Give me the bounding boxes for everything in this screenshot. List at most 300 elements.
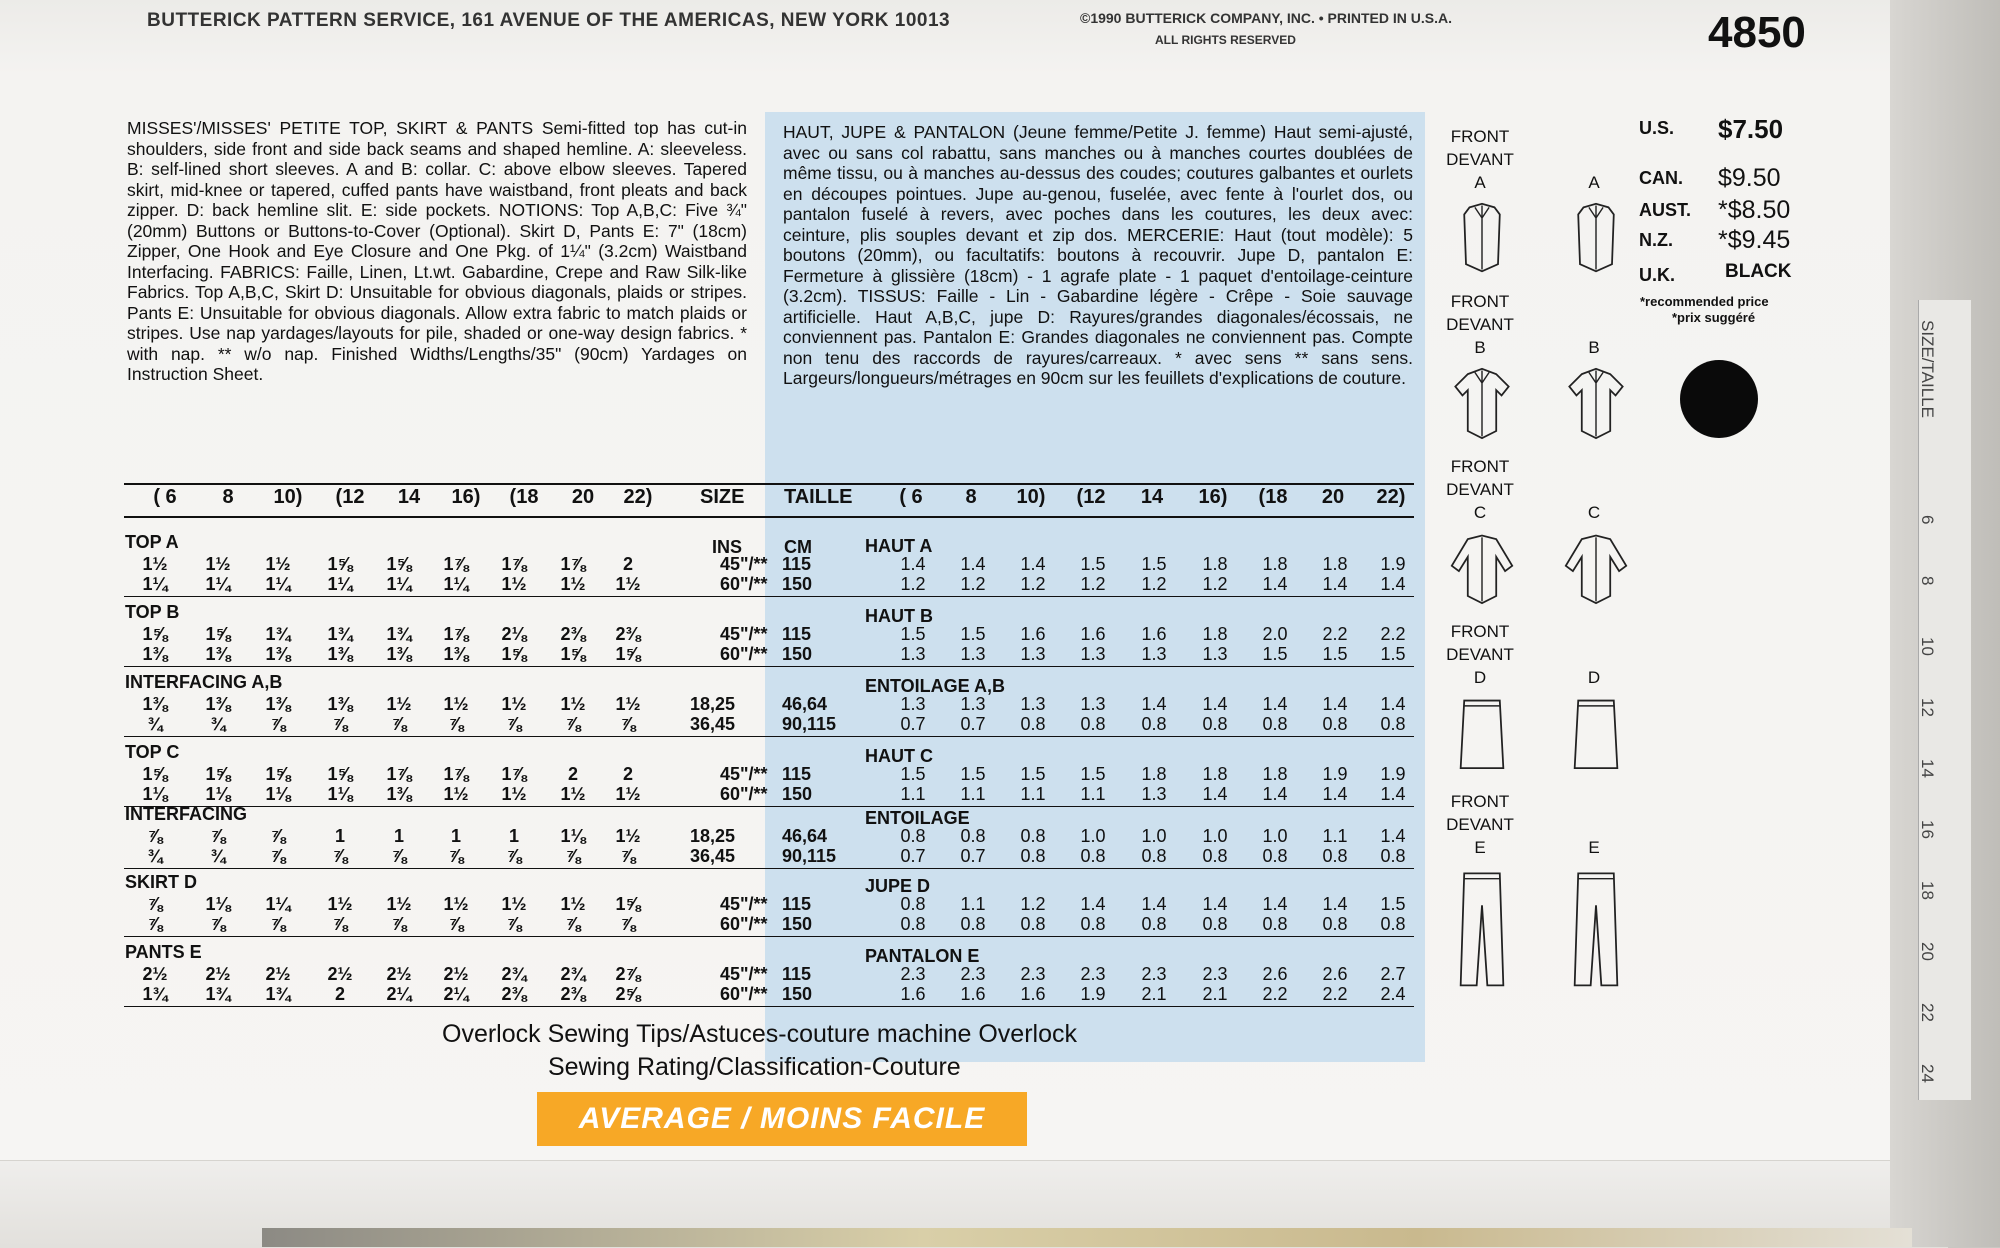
- row-rule: [124, 806, 1414, 807]
- metrage-cell: 2.3: [1141, 964, 1167, 984]
- fabric-width-cm: 150: [782, 644, 813, 664]
- yardage-cell: 1½: [443, 694, 469, 714]
- yardage-cell: ⅞: [270, 846, 286, 866]
- yardage-cell: 1⅝: [142, 624, 168, 644]
- fabric-width-cm: 46,64: [782, 694, 828, 714]
- metrage-cell: 0.8: [1202, 846, 1228, 866]
- yardage-cell: 1¾: [142, 984, 168, 1004]
- metrage-cell: 1.4: [960, 554, 986, 574]
- yardage-cell: 1⅜: [386, 784, 412, 804]
- yardage-cell: ⅞: [210, 826, 226, 846]
- size-strip-label: SIZE/TAILLE: [1918, 320, 1937, 418]
- yardage-cell: 1⅜: [205, 644, 231, 664]
- yardage-cell: ⅞: [620, 914, 636, 934]
- yardage-cell: 2½: [265, 964, 291, 984]
- metrage-cell: 1.4: [1262, 894, 1288, 914]
- sketch-devant-label: DEVANT: [1446, 480, 1514, 499]
- metrage-cell: 0.8: [1202, 714, 1228, 734]
- size-header: 8: [222, 486, 234, 508]
- sketch-front-label: FRONT: [1450, 792, 1510, 811]
- yardage-cell: ¾: [147, 846, 163, 866]
- yardage-cell: ⅞: [147, 894, 163, 914]
- metrage-cell: 1.0: [1202, 826, 1228, 846]
- metrage-cell: 2.0: [1262, 624, 1288, 644]
- metrage-cell: 0.8: [1141, 914, 1167, 934]
- metrage-cell: 1.6: [1020, 984, 1046, 1004]
- yardage-cell: 2¾: [560, 964, 586, 984]
- yardage-cell: 1⅝: [327, 764, 353, 784]
- size-label: SIZE: [700, 486, 745, 508]
- metrage-cell: 0.8: [1322, 846, 1348, 866]
- yardage-cell: 1½: [265, 554, 291, 574]
- row-label-en: TOP C: [125, 742, 180, 762]
- metrage-cell: 0.8: [1262, 714, 1288, 734]
- metrage-cell: 0.8: [1080, 914, 1106, 934]
- metrage-cell: 1.2: [1020, 574, 1046, 594]
- fabric-width-cm: 90,115: [782, 846, 837, 866]
- row-label-fr: ENTOILAGE: [865, 808, 970, 828]
- sketch-view-back: C: [1587, 503, 1601, 522]
- size-strip-size: 10: [1918, 637, 1937, 656]
- fabric-width-cm: 115: [782, 624, 812, 644]
- fabric-width-cm: 150: [782, 784, 813, 804]
- yardage-cell: 1½: [615, 826, 641, 846]
- sketch-front-d: [1450, 692, 1514, 787]
- yardage-cell: 1: [508, 826, 519, 846]
- yardage-cell: 1: [393, 826, 404, 846]
- row-rule: [124, 868, 1414, 869]
- yardage-cell: 1⅞: [501, 554, 527, 574]
- yardage-cell: 1¼: [142, 574, 168, 594]
- yardage-cell: 2½: [327, 964, 353, 984]
- metrage-cell: 1.1: [960, 784, 986, 804]
- yardage-cell: 1⅛: [142, 784, 168, 804]
- yardage-cell: 1: [450, 826, 461, 846]
- metrage-cell: 2.3: [900, 964, 926, 984]
- metrage-cell: 1.3: [1141, 644, 1167, 664]
- size-header: 16): [451, 486, 481, 508]
- row-label-en: TOP A: [125, 532, 179, 552]
- yardage-cell: 1⅞: [443, 624, 469, 644]
- size-header: 10): [273, 486, 303, 508]
- metrage-cell: 1.1: [1322, 826, 1348, 846]
- yardage-cell: ¾: [210, 714, 226, 734]
- metrage-cell: 1.8: [1262, 764, 1288, 784]
- yardage-cell: 2: [567, 764, 578, 784]
- yardage-cell: ⅞: [506, 714, 522, 734]
- metrage-cell: 1.5: [960, 624, 986, 644]
- yardage-cell: 1¼: [443, 574, 469, 594]
- metrage-cell: 1.4: [1380, 574, 1406, 594]
- metrage-cell: 1.4: [900, 554, 926, 574]
- metrage-cell: 1.3: [1080, 644, 1106, 664]
- yardage-cell: 1½: [205, 554, 231, 574]
- size-strip-size: 18: [1918, 881, 1937, 900]
- yardage-cell: ⅞: [448, 714, 464, 734]
- fabric-width-ins: 45"/**: [720, 764, 768, 784]
- metrage-cell: 0.8: [1020, 826, 1046, 846]
- fabric-width-cm: 115: [782, 554, 812, 574]
- yardage-cell: 1½: [560, 784, 586, 804]
- description-french: HAUT, JUPE & PANTALON (Jeune femme/Petite J. femme) Haut semi-ajusté, avec ou sans col rabattu, sans manches ou à manches courtes doublées de même tissu, ou à manches au-dessus des coudes; coutures galbantes et ourlets en découpes pointues. Jupe au-genou, fuselée, avec fente à l'ourlet dos, ou pantalon fuselé à revers, avec poches dans les coutures, les deux avec: ceinture, plis souples devant et zip dos. MERCERIE: Haut (tout modèle): 5 boutons (20mm), ou facultatifs: boutons à recouvrir. Jupe D, pantalon E: Fermeture à glissière (18cm) - 1 agrafe plate - 1 paquet d'entoilage-ceinture (3.2cm). TISSUS: Faille - Lin - Gabardine légère - Crêpe - Soie sauvage artificielle. Haut A,B,C, jupe D: Rayures/grandes diagonales/écossais, ne conviennent pas. Pantalon E: Grandes diagonales ne conviennent pas. Compte non tenu des raccords de rayures/carreaux. * avec sens ** sans sens. Largeurs/longueurs/métrages en 90cm sur les feuillets d'explications de couture.: [783, 122, 1413, 388]
- yardage-cell: 1⅝: [205, 764, 231, 784]
- fabric-width-ins: 60"/**: [720, 644, 768, 664]
- metrage-cell: 1.2: [1141, 574, 1167, 594]
- metrage-cell: 1.1: [900, 784, 926, 804]
- fabric-width-ins: 18,25: [690, 694, 736, 714]
- yardage-cell: 2⅜: [501, 984, 527, 1004]
- metrage-cell: 2.3: [960, 964, 986, 984]
- punch-hole: [1680, 360, 1758, 438]
- price-value: $9.50: [1718, 164, 1781, 192]
- yardage-cell: 1⅛: [560, 826, 586, 846]
- taille-header: 14: [1140, 486, 1164, 508]
- metrage-cell: 2.7: [1380, 964, 1406, 984]
- metrage-cell: 0.8: [1322, 714, 1348, 734]
- yardage-cell: 1¼: [265, 574, 291, 594]
- yardage-cell: 1½: [501, 694, 527, 714]
- yardage-cell: ⅞: [565, 846, 581, 866]
- metrage-cell: 1.2: [1080, 574, 1106, 594]
- metrage-cell: 1.6: [1020, 624, 1046, 644]
- sketch-back-c: [1564, 527, 1628, 622]
- sketch-view-back: A: [1588, 173, 1600, 192]
- sewing-rating: Sewing Rating/Classification-Couture: [548, 1053, 961, 1081]
- metrage-cell: 2.3: [1202, 964, 1228, 984]
- yardage-cell: 1⅜: [327, 644, 353, 664]
- metrage-cell: 1.4: [1380, 826, 1406, 846]
- metrage-cell: 1.0: [1080, 826, 1106, 846]
- yardage-cell: 1⅜: [205, 694, 231, 714]
- size-header: 20: [571, 486, 595, 508]
- size-strip-size: 20: [1918, 942, 1937, 961]
- metrage-cell: 1.4: [1202, 894, 1228, 914]
- metrage-cell: 1.4: [1202, 784, 1228, 804]
- yardage-cell: 2¼: [443, 984, 469, 1004]
- row-rule: [124, 666, 1414, 667]
- yardage-cell: ⅞: [270, 714, 286, 734]
- metrage-cell: 0.8: [1380, 846, 1406, 866]
- fabric-width-ins: 45"/**: [720, 554, 768, 574]
- yardage-cell: 1⅝: [560, 644, 586, 664]
- sketch-view-front: C: [1473, 503, 1487, 522]
- fabric-width-ins: 45"/**: [720, 624, 768, 644]
- sketch-view-front: A: [1474, 173, 1486, 192]
- yardage-cell: 2⅜: [560, 624, 586, 644]
- metrage-cell: 1.5: [1262, 644, 1288, 664]
- yardage-cell: 2½: [386, 964, 412, 984]
- yardage-cell: ¾: [147, 714, 163, 734]
- metrage-cell: 1.1: [960, 894, 986, 914]
- yardage-cell: 1⅜: [142, 694, 168, 714]
- metrage-cell: 2.2: [1380, 624, 1406, 644]
- sketch-front-c: [1450, 527, 1514, 622]
- row-label-en: SKIRT D: [125, 872, 197, 892]
- yardage-cell: 1¼: [386, 574, 412, 594]
- yardage-cell: 1⅛: [265, 784, 291, 804]
- price-label: U.K.: [1639, 265, 1675, 285]
- metrage-cell: 1.4: [1141, 894, 1167, 914]
- price-label: CAN.: [1639, 168, 1683, 188]
- row-label-en: INTERFACING A,B: [125, 672, 283, 692]
- yardage-cell: 1½: [615, 574, 641, 594]
- metrage-cell: 0.8: [900, 894, 926, 914]
- yardage-cell: 1½: [501, 894, 527, 914]
- sketch-view-front: D: [1473, 668, 1487, 687]
- metrage-cell: 1.5: [1380, 894, 1406, 914]
- fabric-width-cm: 90,115: [782, 714, 837, 734]
- pattern-number: 4850: [1708, 8, 1806, 57]
- size-header: (12: [335, 486, 365, 508]
- yardage-cell: ⅞: [147, 826, 163, 846]
- yardage-cell: ⅞: [565, 714, 581, 734]
- row-label-fr: HAUT C: [865, 746, 933, 766]
- yardage-cell: 1⅛: [205, 894, 231, 914]
- yardage-cell: 1¼: [265, 894, 291, 914]
- metrage-cell: 0.7: [960, 714, 986, 734]
- yardage-cell: ⅞: [565, 914, 581, 934]
- sketch-devant-label: DEVANT: [1446, 150, 1514, 169]
- yardage-cell: 1¾: [265, 624, 291, 644]
- yardage-cell: ⅞: [270, 826, 286, 846]
- sketch-back-b: [1564, 362, 1628, 457]
- metrage-cell: 0.8: [1141, 714, 1167, 734]
- price-note-fr: *prix suggéré: [1672, 310, 1756, 325]
- yardage-cell: ⅞: [620, 846, 636, 866]
- row-rule: [124, 736, 1414, 737]
- fabric-width-ins: 60"/**: [720, 784, 768, 804]
- yardage-cell: 1⅝: [205, 624, 231, 644]
- fabric-width-ins: 36,45: [690, 714, 736, 734]
- row-rule: [124, 1006, 1414, 1007]
- yardage-cell: ⅞: [332, 714, 348, 734]
- row-label-fr: JUPE D: [865, 876, 931, 896]
- fabric-width-cm: 150: [782, 914, 813, 934]
- metrage-cell: 1.9: [1080, 984, 1106, 1004]
- metrage-cell: 1.4: [1380, 784, 1406, 804]
- sketch-view-back: D: [1587, 668, 1601, 687]
- metrage-cell: 0.8: [1322, 914, 1348, 934]
- metrage-cell: 1.3: [1141, 784, 1167, 804]
- price-label: U.S.: [1639, 118, 1675, 138]
- metrage-cell: 1.4: [1322, 894, 1348, 914]
- yardage-cell: 1½: [501, 574, 527, 594]
- ins-label: INS: [712, 537, 743, 557]
- yardage-cell: 1⅝: [615, 894, 641, 914]
- metrage-cell: 1.5: [1141, 554, 1167, 574]
- metrage-cell: 1.4: [1322, 784, 1348, 804]
- sketch-front-label: FRONT: [1450, 457, 1510, 476]
- yardage-cell: 1½: [560, 894, 586, 914]
- size-strip-size: 12: [1918, 698, 1937, 717]
- yardage-cell: 2⅜: [560, 984, 586, 1004]
- sketch-view-front: B: [1474, 338, 1486, 357]
- metrage-cell: 1.4: [1080, 894, 1106, 914]
- price-note: *recommended price: [1640, 294, 1769, 309]
- yardage-cell: 1½: [560, 574, 586, 594]
- yardage-cell: 2: [622, 554, 633, 574]
- metrage-cell: 2.4: [1380, 984, 1406, 1004]
- metrage-cell: 1.8: [1202, 554, 1228, 574]
- price-label: AUST.: [1639, 200, 1692, 220]
- metrage-cell: 0.8: [1262, 846, 1288, 866]
- fabric-width-ins: 18,25: [690, 826, 736, 846]
- table-header-rule: [124, 483, 1414, 485]
- taille-header: 16): [1198, 486, 1228, 508]
- yardage-cell: 2¾: [501, 964, 527, 984]
- metrage-cell: 1.8: [1202, 624, 1228, 644]
- yardage-cell: 1½: [443, 894, 469, 914]
- metrage-cell: 1.1: [1080, 784, 1106, 804]
- yardage-cell: ⅞: [620, 714, 636, 734]
- metrage-cell: 1.4: [1380, 694, 1406, 714]
- yardage-cell: 2⅞: [615, 964, 641, 984]
- price-value: $7.50: [1718, 114, 1784, 144]
- yardage-cell: 1⅞: [501, 764, 527, 784]
- yardage-cell: 1¼: [205, 574, 231, 594]
- row-rule: [124, 936, 1414, 937]
- metrage-cell: 1.5: [960, 764, 986, 784]
- metrage-cell: 1.3: [1080, 694, 1106, 714]
- row-label-en: PANTS E: [125, 942, 202, 962]
- yardage-cell: 2: [334, 984, 345, 1004]
- yardage-cell: 1⅝: [386, 554, 412, 574]
- fabric-width-ins: 45"/**: [720, 964, 768, 984]
- overlock-tips: Overlock Sewing Tips/Astuces-couture machine Overlock: [442, 1020, 1077, 1048]
- yardage-cell: 1½: [615, 694, 641, 714]
- yardage-cell: 1½: [327, 894, 353, 914]
- fabric-width-cm: 150: [782, 574, 813, 594]
- size-strip-size: 6: [1918, 515, 1937, 525]
- yardage-cell: 1⅞: [386, 764, 412, 784]
- metrage-cell: 1.8: [1141, 764, 1167, 784]
- size-strip-size: 22: [1918, 1003, 1937, 1022]
- sketch-front-b: [1450, 362, 1514, 457]
- metrage-cell: 1.8: [1262, 554, 1288, 574]
- metrage-cell: 1.5: [1080, 764, 1106, 784]
- size-header: 22): [623, 486, 653, 508]
- price-label: N.Z.: [1639, 230, 1673, 250]
- metrage-cell: 1.0: [1262, 826, 1288, 846]
- yardage-cell: 1¼: [327, 574, 353, 594]
- rights-notice: ALL RIGHTS RESERVED: [1155, 33, 1296, 47]
- yardage-cell: 2¼: [386, 984, 412, 1004]
- yardage-cell: 1⅝: [265, 764, 291, 784]
- price-value: *$9.45: [1718, 226, 1791, 254]
- yardage-cell: ⅞: [332, 846, 348, 866]
- size-strip-size: 24: [1918, 1064, 1937, 1083]
- yardage-cell: 2⅝: [615, 984, 641, 1004]
- yardage-cell: 1¾: [327, 624, 353, 644]
- metrage-cell: 2.1: [1141, 984, 1167, 1004]
- metrage-cell: 1.4: [1322, 574, 1348, 594]
- metrage-cell: 0.8: [1080, 846, 1106, 866]
- metrage-cell: 0.8: [1020, 714, 1046, 734]
- metrage-cell: 1.4: [1202, 694, 1228, 714]
- sketch-front-label: FRONT: [1450, 622, 1510, 641]
- sketch-front-e: [1450, 862, 1514, 1007]
- metrage-cell: 1.6: [1080, 624, 1106, 644]
- yardage-cell: 1⅜: [265, 694, 291, 714]
- sketch-back-d: [1564, 692, 1628, 787]
- yardage-cell: 1⅜: [386, 644, 412, 664]
- metrage-cell: 1.3: [1020, 644, 1046, 664]
- fabric-width-cm: 115: [782, 964, 812, 984]
- yardage-cell: 2½: [205, 964, 231, 984]
- sketch-devant-label: DEVANT: [1446, 315, 1514, 334]
- metrage-cell: 1.2: [1020, 894, 1046, 914]
- size-strip-size: 14: [1918, 759, 1937, 778]
- metrage-cell: 0.8: [1020, 914, 1046, 934]
- bottom-edge: [262, 1228, 1912, 1247]
- sketch-view-front: E: [1474, 838, 1486, 857]
- yardage-cell: 1⅜: [142, 644, 168, 664]
- metrage-cell: 1.3: [900, 644, 926, 664]
- metrage-cell: 1.4: [1262, 694, 1288, 714]
- yardage-cell: ⅞: [448, 914, 464, 934]
- price-value: *$8.50: [1718, 196, 1791, 224]
- metrage-cell: 1.3: [1020, 694, 1046, 714]
- yardage-cell: 2: [622, 764, 633, 784]
- yardage-cell: ⅞: [391, 714, 407, 734]
- yardage-cell: 1⅞: [443, 764, 469, 784]
- yardage-cell: 1⅝: [501, 644, 527, 664]
- taille-header: 8: [965, 486, 977, 508]
- size-strip-size: 16: [1918, 820, 1937, 839]
- metrage-cell: 1.2: [900, 574, 926, 594]
- yardage-cell: 1¾: [205, 984, 231, 1004]
- metrage-cell: 1.6: [1141, 624, 1167, 644]
- metrage-cell: 1.4: [1262, 574, 1288, 594]
- sketch-back-a: [1564, 197, 1628, 292]
- yardage-cell: 2⅜: [615, 624, 641, 644]
- yardage-cell: 1¾: [265, 984, 291, 1004]
- yardage-cell: ⅞: [147, 914, 163, 934]
- taille-header: ( 6: [899, 486, 923, 508]
- metrage-cell: 1.8: [1202, 764, 1228, 784]
- fabric-width-cm: 46,64: [782, 826, 828, 846]
- row-label-fr: HAUT A: [865, 536, 933, 556]
- taille-header: (12: [1076, 486, 1106, 508]
- row-label-fr: HAUT B: [865, 606, 933, 626]
- metrage-cell: 1.3: [960, 694, 986, 714]
- metrage-cell: 1.4: [1020, 554, 1046, 574]
- metrage-cell: 0.8: [960, 914, 986, 934]
- metrage-cell: 1.9: [1380, 554, 1406, 574]
- taille-header: (18: [1258, 486, 1288, 508]
- metrage-cell: 1.8: [1322, 554, 1348, 574]
- yardage-cell: ⅞: [270, 914, 286, 934]
- metrage-cell: 2.2: [1262, 984, 1288, 1004]
- yardage-cell: ⅞: [448, 846, 464, 866]
- taille-header: 22): [1376, 486, 1406, 508]
- description-english: MISSES'/MISSES' PETITE TOP, SKIRT & PANTS Semi-fitted top has cut-in shoulders, side front and side back seams and shaped hemline. A: sleeveless. B: self-lined short sleeves. A and B: collar. C: above elbow sleeves. Tapered skirt, mid-knee or tapered, cuffed pants have waistband, front pleats and back zipper. D: back hemline slit. E: side pockets. NOTIONS: Top A,B,C: Five ¾" (20mm) Buttons or Buttons-to-Cover (Optional). Skirt D, Pants E: 7" (18cm) Zipper, One Hook and Eye Closure and One Pkg. of 1¼" (3.2cm) Waistband Interfacing. FABRICS: Faille, Linen, Lt.wt. Gabardine, Crepe and Raw Silk-like Fabrics. Top A,B,C, Skirt D: Unsuitable for obvious diagonals, plaids or stripes. Pants E: Unsuitable for obvious diagonals. Allow extra fabric to match plaids or stripes. Use nap yardages/layouts for pile, shaded or one-way design fabrics. * with nap. ** w/o nap. Finished Widths/Lengths/35" (90cm) Yardages on Instruction Sheet.: [127, 118, 747, 384]
- metrage-cell: 2.6: [1322, 964, 1348, 984]
- yardage-cell: ¾: [210, 846, 226, 866]
- row-label-fr: ENTOILAGE A,B: [865, 676, 1006, 696]
- yardage-cell: 1⅜: [265, 644, 291, 664]
- metrage-cell: 1.6: [960, 984, 986, 1004]
- yardage-cell: 1½: [386, 694, 412, 714]
- sketch-front-label: FRONT: [1450, 127, 1510, 146]
- metrage-cell: 2.2: [1322, 984, 1348, 1004]
- fabric-width-cm: 150: [782, 984, 813, 1004]
- yardage-cell: 1⅞: [560, 554, 586, 574]
- fabric-width-ins: 36,45: [690, 846, 736, 866]
- metrage-cell: 1.4: [1141, 694, 1167, 714]
- yardage-cell: 1⅝: [615, 644, 641, 664]
- metrage-cell: 0.8: [900, 826, 926, 846]
